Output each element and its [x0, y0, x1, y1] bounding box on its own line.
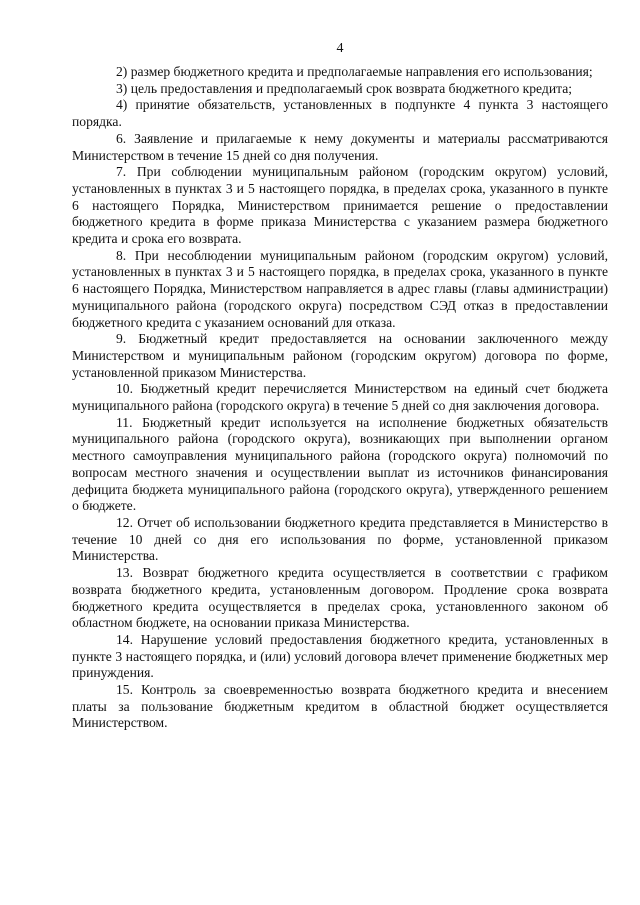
- paragraph-clause-7: 7. При соблюдении муниципальным районом (городским округом) условий, установленных в пунктах 3 и 5 настоящего порядка, в пределах срока, указанного в пункте 6 настоящего Порядка, Министерством принимается решение о предоставлении бюджетного кредита в форме приказа Министерства с указанием размера бюджетного кредита и срока его возврата.: [72, 164, 608, 247]
- paragraph-item-2-size: 2) размер бюджетного кредита и предполагаемые направления его использования;: [116, 64, 593, 79]
- paragraph-clause-12: 12. Отчет об использовании бюджетного кредита представляется в Министерство в течение 10 дней со дня его использования по форме, установленной приказом Министерства.: [72, 514, 608, 564]
- paragraph-clause-14: 14. Нарушение условий предоставления бюджетного кредита, установленных в пункте 3 настоящего порядка, и (или) условий договора влечет применение бюджетных мер принуждения.: [72, 631, 608, 681]
- paragraph-clause-13: 13. Возврат бюджетного кредита осуществляется в соответствии с графиком возврата бюджетного кредита, установленным договором. Продление срока возврата бюджетного кредита осуществляется в пределах срока, установленного законом об областном бюджете, на основании приказа Министерства.: [72, 565, 608, 631]
- paragraph-clause-10: 10. Бюджетный кредит перечисляется Министерством на единый счет бюджета муниципального района (городского округа) в течение 5 дней со дня заключения договора.: [72, 381, 608, 414]
- paragraph-item-4-obligations: 4) принятие обязательств, установленных в подпункте 4 пункта 3 настоящего порядка.: [72, 97, 608, 130]
- paragraph-clause-9: 9. Бюджетный кредит предоставляется на основании заключенного между Министерством и муниципальным районом (городским округом) договора по форме, установленной приказом Министерства.: [72, 331, 608, 380]
- paragraph-clause-11: 11. Бюджетный кредит используется на исполнение бюджетных обязательств муниципального района (городского округа), возникающих при выполнении органом местного самоуправления муниципального района (городского округа) полномочий по вопросам местного значения и осуществлении выплат из источников финансирования дефицита бюджета муниципального района (городского округа), утвержденного решением о бюджете.: [72, 414, 608, 514]
- paragraph-item-3-purpose: 3) цель предоставления и предполагаемый срок возврата бюджетного кредита;: [116, 80, 573, 96]
- paragraph-clause-8: 8. При несоблюдении муниципальным районом (городским округом) условий, установленных в пунктах 3 и 5 настоящего порядка, в пределах срока, указанного в пункте 6 настоящего Порядка, Министерством направляется в адрес главы (главы администрации) муниципального района (городского округа) посредством СЭД отказ в предоставлении бюджетного кредита с указанием оснований для отказа.: [72, 247, 608, 330]
- page-number: 4: [336, 41, 344, 56]
- paragraph-clause-15: 15. Контроль за своевременностью возврата бюджетного кредита и внесением платы за пользование бюджетным кредитом в областной бюджет осуществляется Министерством.: [72, 682, 608, 731]
- paragraph-clause-6: 6. Заявление и прилагаемые к нему документы и материалы рассматриваются Министерством в течение 15 дней со дня получения.: [72, 130, 608, 163]
